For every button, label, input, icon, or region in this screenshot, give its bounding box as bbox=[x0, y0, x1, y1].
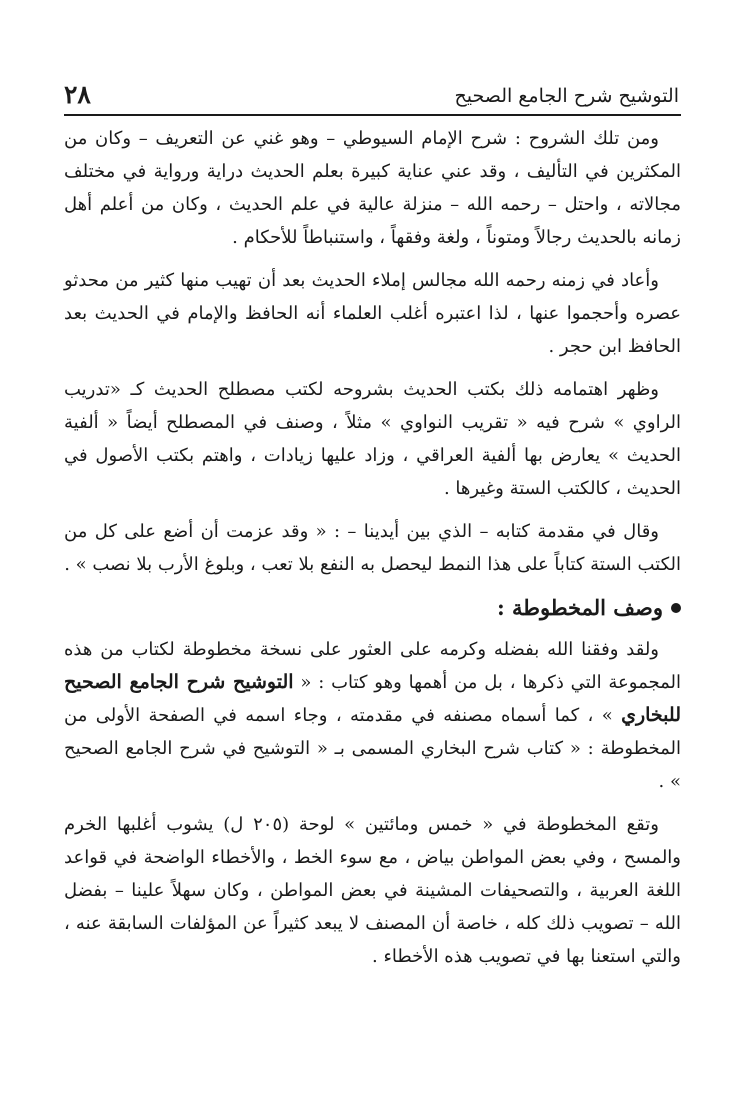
section-heading-text: وصف المخطوطة : bbox=[496, 595, 663, 620]
book-title-bold: التوشيح شرح الجامع الصحيح للبخاري bbox=[64, 671, 681, 726]
paragraph-1: ومن تلك الشروح : شرح الإمام السيوطي – وهو غني عن التعريف – وكان من المكثرين في التأليف ، وقد عني عناية كبيرة بعلم الحديث دراية ورواية في مختلف مجالاته ، واحتل – رحمه الله – منزلة عالية في علم الحديث ، وكان من أعلم أهل زمانه بالحديث رجالاً ومتوناً ، ولغة وفقهاً ، واستنباطاً للأحكام . bbox=[64, 128, 681, 248]
page-body bbox=[64, 122, 681, 983]
header-rule bbox=[64, 114, 681, 116]
paragraph-3: وظهر اهتمامه ذلك بكتب الحديث بشروحه لكتب مصطلح الحديث كـ «تدريب الراوي » شرح فيه « تقريب النواوي » مثلاً ، وصنف في المصطلح أيضاً « ألفية الحديث » يعارض بها ألفية العراقي ، وزاد عليها زيادات ، واهتم بكتب الأصول في الحديث ، كالكتب الستة وغيرها . bbox=[64, 379, 681, 499]
running-title: التوشيح شرح الجامع الصحيح bbox=[454, 85, 679, 107]
paragraph-6: وتقع المخطوطة في « خمس ومائتين » لوحة (٢٠٥ ل) يشوب أغلبها الخرم والمسح ، وفي بعض المواطن بياض ، مع سوء الخط ، والأخطاء الواضحة في قواعد اللغة العربية ، والتصحيفات المشينة في بعض المواطن ، وكان سهلاً علينا – بفضل الله – تصويب ذلك كله ، خاصة أن المصنف لا يبعد كثيراً عن المؤلفات السابقة عنه ، والتي استعنا بها في تصويب هذه الأخطاء . bbox=[64, 814, 681, 967]
paragraph-5-part1: ولقد وفقنا الله بفضله وكرمه على العثور على نسخة مخطوطة لكتاب من هذه المجموعة التي ذكرها ، بل من أهمها وهو كتاب : « bbox=[64, 639, 681, 693]
page-header bbox=[64, 76, 679, 110]
bullet-icon bbox=[671, 603, 681, 613]
section-heading bbox=[64, 591, 681, 625]
paragraph-4: وقال في مقدمة كتابه – الذي بين أيدينا – : « وقد عزمت أن أضع على كل من الكتب الستة كتاباً على هذا النمط ليحصل به النفع بلا تعب ، وبلوغ الأرب بلا نصب » . bbox=[64, 521, 681, 575]
paragraph-2: وأعاد في زمنه رحمه الله مجالس إملاء الحديث بعد أن تهيب منها كثير من محدثو عصره وأحجموا عنها ، لذا اعتبره أغلب العلماء أنه الحافظ والإمام في الحديث بعد الحافظ ابن حجر . bbox=[64, 270, 681, 357]
paragraph-5 bbox=[64, 633, 681, 798]
paragraph-5-part2: » ، كما أسماه مصنفه في مقدمته ، وجاء اسمه في الصفحة الأولى من المخطوطة : « كتاب شرح البخاري المسمى بـ « التوشيح في شرح الجامع الصحيح » . bbox=[64, 705, 681, 792]
page-number: ٢٨ bbox=[64, 80, 91, 109]
